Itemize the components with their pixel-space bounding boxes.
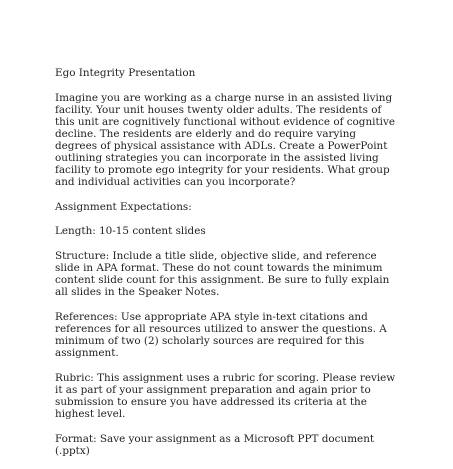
references-paragraph: References: Use appropriate APA style in-text citations and references for all resources utilized to answer the questions. A minimum of two (2) scholarly sources are required for this assignment. [55, 310, 387, 360]
format-paragraph: Format: Save your assignment as a Microsoft PPT document (.pptx) [55, 432, 375, 457]
rubric-paragraph: Rubric: This assignment uses a rubric for scoring. Please review it as part of your assignment preparation and again prior to submission to ensure you have addressed its criteria at the highest level. [55, 371, 396, 421]
structure-paragraph: Structure: Include a title slide, objective slide, and reference slide in APA format. These do not count towards the minimum content slide count for this assignment. Be sure to fully explain all slides in the Speaker Notes. [55, 250, 390, 299]
document-body [55, 67, 400, 469]
document-title: Ego Integrity Presentation [55, 67, 196, 79]
scenario-paragraph: Imagine you are working as a charge nurse in an assisted living facility. Your unit houses twenty older adults. The residents of this unit are cognitively functional without evidence of cognitive decline. The residents are elderly and do require varying degrees of physical assistance with ADLs. Create a PowerPoint outlining strategies you can incorporate in the assisted living facility to promote ego integrity for your residents. What group and individual activities can you incorporate? [55, 91, 395, 189]
expectations-heading: Assignment Expectations: [55, 200, 192, 213]
length-paragraph: Length: 10-15 content slides [55, 225, 206, 238]
